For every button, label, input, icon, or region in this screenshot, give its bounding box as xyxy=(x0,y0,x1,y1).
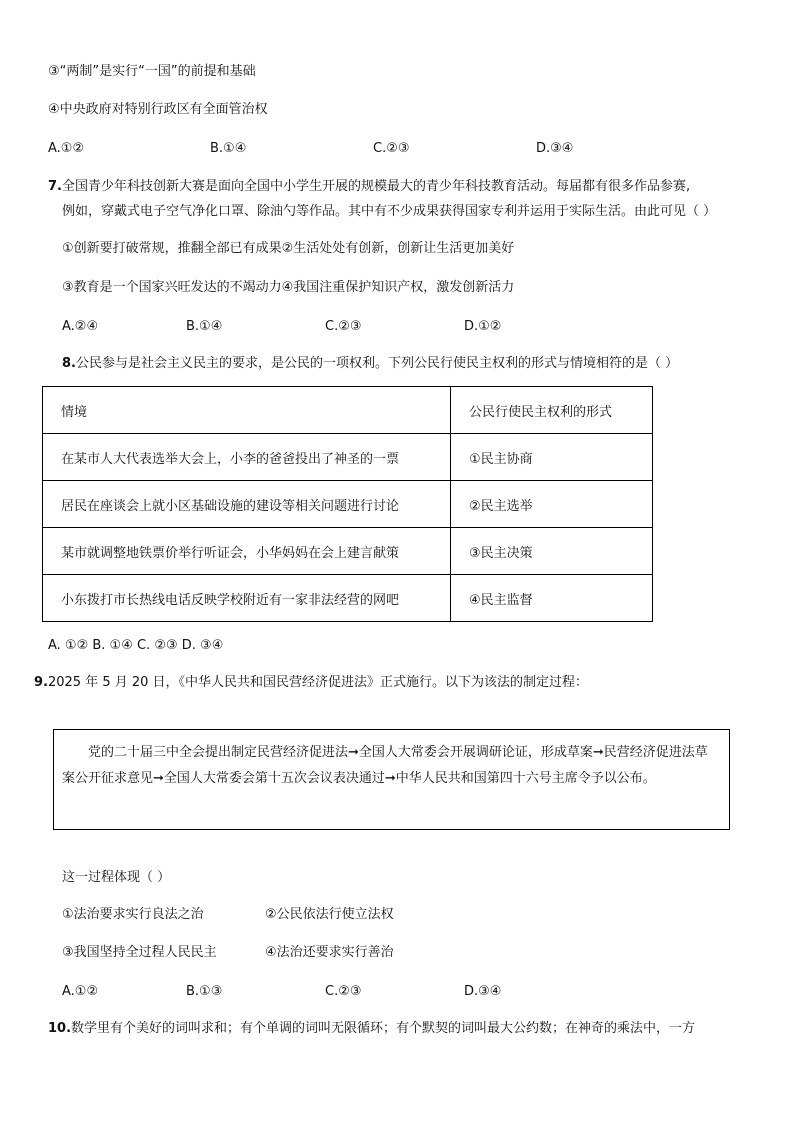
table-row xyxy=(43,481,653,528)
q7-stem-line-2: 例如，穿戴式电子空气净化口罩、除油勺等作品。其中有不少成果获得国家专利并运用于实际生活。由此可见（ ） xyxy=(62,204,717,219)
q9-statements-row-1 xyxy=(62,906,662,924)
table-cell-form: ①民主协商 xyxy=(451,434,653,481)
table-cell-form: ②民主选举 xyxy=(451,481,653,528)
table-header-form: 公民行使民主权利的形式 xyxy=(451,387,653,434)
q7-statements-line-2: ③教育是一个国家兴旺发达的不竭动力④我国注重保护知识产权，激发创新活力 xyxy=(62,280,515,295)
q9-material-box xyxy=(53,729,730,830)
q9-material-text: 党的二十届三中全会提出制定民营经济促进法➞全国人大常委会开展调研论证，形成草案➞民营经济促进法草案公开征求意见➞全国人大常委会第十五次会议表决通过➞中华人民共和国第四十六号主席令予以公布。 xyxy=(62,745,708,786)
q10-number: 10. xyxy=(48,1021,72,1036)
q9-question: 这一过程体现（ ） xyxy=(62,870,171,885)
q7-option-d: D.①② xyxy=(464,319,502,334)
q6-option-a: A.①② xyxy=(48,141,85,156)
table-cell-form: ③民主决策 xyxy=(451,528,653,575)
q9-stem: 9.2025 年 5 月 20 日，《中华人民共和国民营经济促进法》正式施行。以下为该法的制定过程： xyxy=(34,675,589,690)
table-row xyxy=(43,434,653,481)
q9-option-b: B.①③ xyxy=(186,984,223,999)
q6-options xyxy=(48,140,648,158)
q7-number: 7. xyxy=(48,179,62,194)
q9-option-d: D.③④ xyxy=(464,984,502,999)
q7-stem-line-1: 7.全国青少年科技创新大赛是面向全国中小学生开展的规模最大的青少年科技教育活动。每届都有很多作品参赛, xyxy=(48,179,691,194)
table-row xyxy=(43,575,653,622)
table-cell-scenario: 居民在座谈会上就小区基础设施的建设等相关问题进行讨论 xyxy=(43,481,451,528)
q9-number: 9. xyxy=(34,675,48,690)
q8-options: A. ①② B. ①④ C. ②③ D. ③④ xyxy=(48,638,224,653)
q7-option-b: B.①④ xyxy=(186,319,223,334)
q7-options xyxy=(62,318,662,336)
table-cell-scenario: 某市就调整地铁票价举行听证会，小华妈妈在会上建言献策 xyxy=(43,528,451,575)
q7-option-a: A.②④ xyxy=(62,319,99,334)
table-header-scenario: 情境 xyxy=(43,387,451,434)
q9-statement-2: ②公民依法行使立法权 xyxy=(265,907,394,922)
q9-option-c: C.②③ xyxy=(325,984,362,999)
q6-option-c: C.②③ xyxy=(373,141,410,156)
q7-option-c: C.②③ xyxy=(325,319,362,334)
q9-statement-1: ①法治要求实行良法之治 xyxy=(62,907,204,922)
q9-options xyxy=(62,983,662,1001)
q8-stem: 8.公民参与是社会主义民主的要求，是公民的一项权利。下列公民行使民主权利的形式与情境相符的是（ ） xyxy=(62,356,679,371)
q10-stem-line-1: 10.数学里有个美好的词叫求和；有个单调的词叫无限循环；有个默契的词叫最大公约数；在神奇的乘法中，一方 xyxy=(48,1021,696,1036)
q6-statement-4: ④中央政府对特别行政区有全面管治权 xyxy=(48,102,268,117)
q6-option-b: B.①④ xyxy=(210,141,247,156)
table-cell-scenario: 小东拨打市长热线电话反映学校附近有一家非法经营的网吧 xyxy=(43,575,451,622)
q9-statement-4: ④法治还要求实行善治 xyxy=(265,945,394,960)
table-cell-scenario: 在某市人大代表选举大会上，小李的爸爸投出了神圣的一票 xyxy=(43,434,451,481)
q6-statement-3: ③“两制”是实行“一国”的前提和基础 xyxy=(48,64,256,79)
q8-table xyxy=(42,386,653,622)
table-row xyxy=(43,528,653,575)
q9-statement-3: ③我国坚持全过程人民民主 xyxy=(62,945,217,960)
q9-statements-row-2 xyxy=(62,944,662,962)
q8-number: 8. xyxy=(62,356,76,371)
q6-option-d: D.③④ xyxy=(536,141,574,156)
q7-statements-line-1: ①创新要打破常规，推翻全部已有成果②生活处处有创新，创新让生活更加美好 xyxy=(62,241,515,256)
table-cell-form: ④民主监督 xyxy=(451,575,653,622)
table-header-row xyxy=(43,387,653,434)
q9-option-a: A.①② xyxy=(62,984,99,999)
